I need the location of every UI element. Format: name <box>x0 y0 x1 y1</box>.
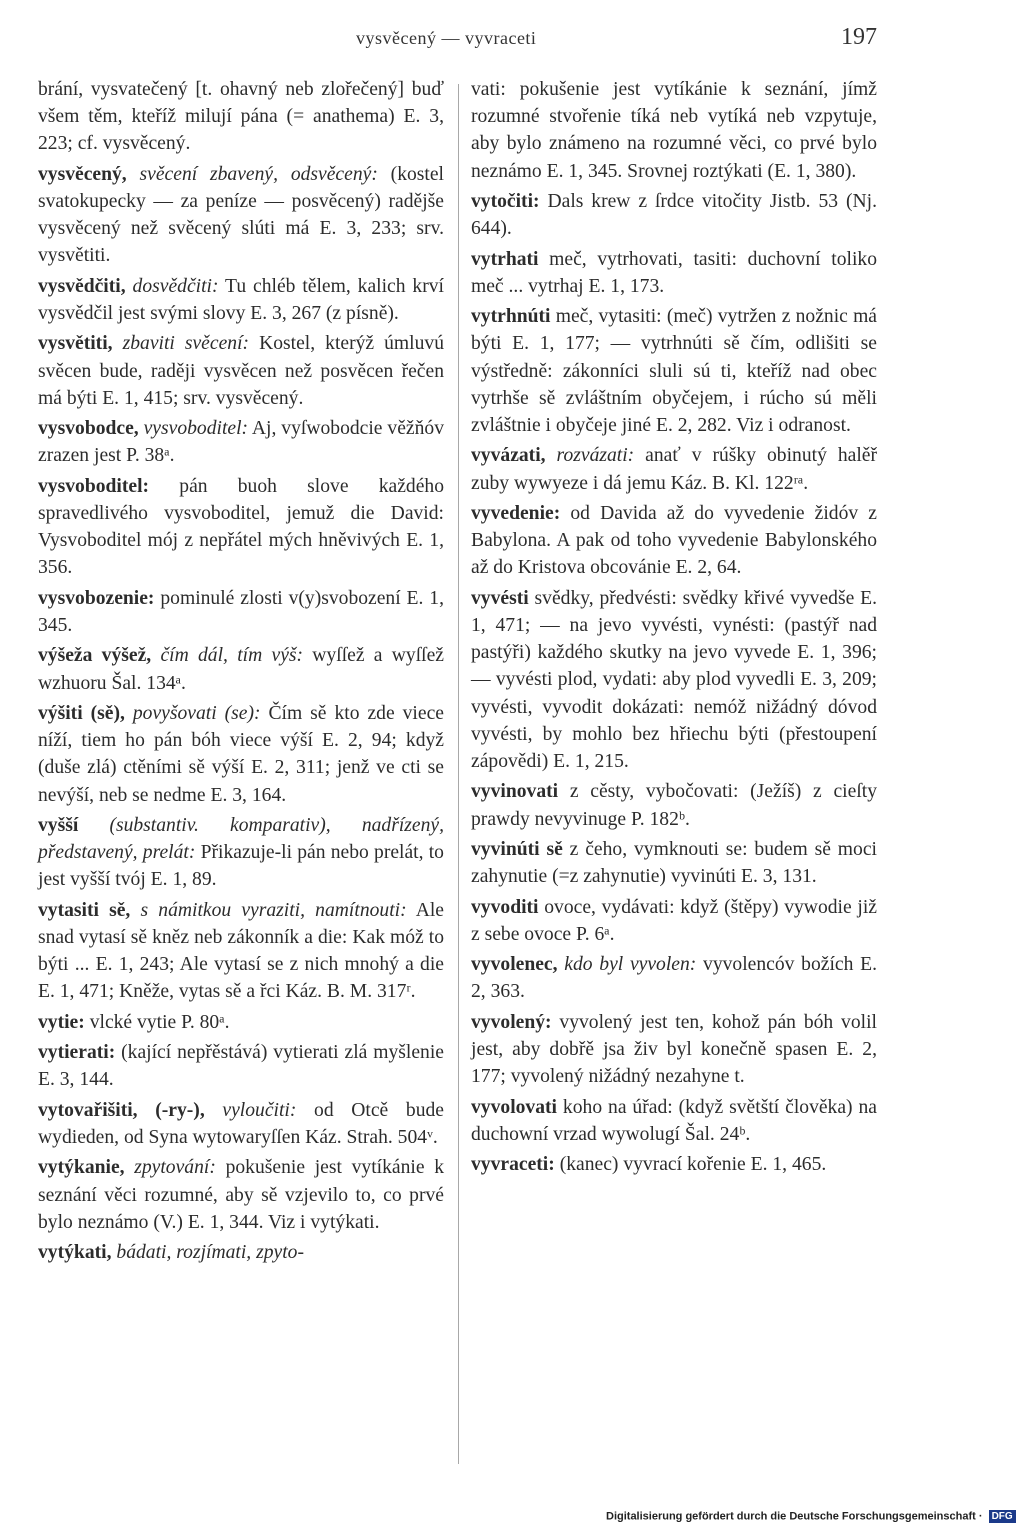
entry-headword: výšeža výšež, <box>38 645 152 667</box>
dictionary-entry <box>471 188 877 242</box>
entry-headword: vytrhnúti <box>471 306 551 328</box>
entry-text: (kostel svatokupecky — za peníze — posvěcený) radějše vysvěcený než svěcený slúti má E. 3, 233; srv. vysvětiti. <box>38 163 445 267</box>
footer-credit-text: Digitalisierung gefördert durch die Deutsche Forschungsgemeinschaft · <box>606 1510 983 1523</box>
dictionary-entry <box>38 76 444 158</box>
entry-headword: vyvésti <box>471 587 529 609</box>
entry-text: pominulé zlosti v(y)svobození E. 1, 345. <box>38 587 444 636</box>
entry-definition: zpytování: <box>134 1157 216 1179</box>
dictionary-entry <box>471 778 877 832</box>
entry-headword: vytierati: <box>38 1042 116 1064</box>
entry-headword: vysvobozenie: <box>38 587 155 609</box>
entry-definition: zbaviti svěcení: <box>122 333 250 355</box>
entry-text: Ale snad vytasí sě kněz neb zákonník a die: Kak móž to býti ... E. 1, 243; Ale vytasí se z nich mnohý a die E. 1, 471; Kněže, vytas sě a řci Káz. B. M. 317ʳ. <box>38 899 444 1003</box>
entry-text: svědky, předvésti: svědky křivé vyvedše E. 1, 471; — na jevo vyvésti, vynésti: (pastýř nad pastýři) každého skutky na jevo vyvede E. 1, 396; — vyvésti plod, vydati: aby plod vyvedli E. 3, 209; vyvésti, vyvodit dokázati: nemóž nižádný dóvod vyvésti, by mohlo bez hřiechu býti (přestoupení zápovědi) E. 1, 215. <box>471 587 877 772</box>
entry-text: anať v rúšky obinutý halěř zuby wywyeze i dá jemu Káz. B. Kl. 122ʳᵃ. <box>471 445 877 494</box>
entry-definition: svěcení zbavený, odsvěcený: <box>139 163 378 185</box>
entry-text: (kající nepřěstává) vytierati zlá myšlenie E. 3, 144. <box>38 1042 444 1091</box>
entry-text: z čeho, vymknouti se: budem sě moci zahynutie (=z zahynutie) vyvinúti E. 3, 131. <box>471 838 877 888</box>
dictionary-entry <box>38 897 444 1006</box>
dictionary-entry <box>471 1151 877 1178</box>
entry-headword: vytasiti sě, <box>38 899 131 921</box>
dictionary-entry <box>471 1094 877 1148</box>
entry-headword: vytie: <box>38 1011 85 1033</box>
entry-text: Aj, vyſwobodcie věžňóv zrazen jest P. 38ᵃ. <box>38 418 444 467</box>
entry-text: pán buoh slove každého spravedlivého vysvoboditel, jemuž die David: Vysvoboditel mój z nepřátel mých hněvivých E. 1, 356. <box>38 475 445 579</box>
entry-definition: povyšovati (se): <box>132 702 261 724</box>
dictionary-entry <box>471 246 877 300</box>
entry-headword: vyvolený: <box>471 1011 552 1033</box>
entry-headword: vyvázati, <box>471 445 546 467</box>
footer-credit <box>606 1510 1016 1526</box>
dictionary-entry <box>38 330 444 412</box>
dictionary-entry <box>38 161 444 270</box>
entry-text: od Davida až do vyvedenie židóv z Babylona. A pak od toho vyvedenie Babylonského až do Kristova obcovánie E. 2, 64. <box>471 502 877 579</box>
dictionary-entry <box>38 1097 444 1151</box>
entry-definition: bádati, rozjímati, zpyto- <box>116 1242 304 1264</box>
entry-definition: vyloučiti: <box>222 1099 297 1121</box>
entry-continuation: brání, vysvatečený [t. ohavný neb zlořečený] buď všem těm, kteříž milují pána (= anathema) E. 3, 223; cf. vysvěcený. <box>38 79 444 155</box>
dictionary-entry <box>38 1039 444 1093</box>
left-column <box>38 76 444 1270</box>
dictionary-entry <box>38 273 444 327</box>
entry-text: koho na úřad: (když světští člověka) na duchowní vrzad wywolugí Šal. 24ᵇ. <box>471 1096 877 1145</box>
entry-headword: vyvinúti sě <box>471 838 563 860</box>
entry-headword: vyvoditi <box>471 896 539 918</box>
page-number: 197 <box>841 24 877 50</box>
entry-text: ovoce, vydávati: když (štěpy) vywodie již z sebe ovoce P. 6ᵃ. <box>471 896 877 945</box>
entry-headword: vyvolenec, <box>471 954 558 976</box>
entry-headword: vytrhati <box>471 248 539 270</box>
entry-headword: vysvoboditel: <box>38 475 150 497</box>
dfg-logo-icon: DFG <box>989 1510 1016 1523</box>
entry-headword: vyvolovati <box>471 1096 557 1118</box>
page-header <box>0 24 1000 54</box>
entry-headword: vytýkati, <box>38 1242 112 1264</box>
entry-headword: vysvědčiti, <box>38 275 126 297</box>
entry-headword: vyvraceti: <box>471 1154 555 1176</box>
dictionary-entry <box>471 303 877 439</box>
entry-text: Kostel, kterýž úmluvú svěcen bude, raději vysvěcen než posvěcen řečen má býti E. 1, 415; srv. vysvěcený. <box>38 333 444 409</box>
entry-headword: vyšší <box>38 814 79 836</box>
dictionary-entry <box>471 76 877 185</box>
dictionary-entry <box>471 442 877 496</box>
entry-text: z cěsty, vybočovati: (Ježíš) z cieſty prawdy nevyvinuge P. 182ᵇ. <box>471 781 877 830</box>
entry-text: vyvolený jest ten, kohož pán bóh volil jest, aby dobřě jsa živ byl konečně spasen E. 2, 177; vyvolený nižádný nezahyne t. <box>471 1011 877 1088</box>
entry-definition: vysvoboditel: <box>143 418 249 440</box>
entry-headword: vyvinovati <box>471 781 559 803</box>
dictionary-entry <box>38 1009 444 1036</box>
dictionary-entry <box>471 500 877 582</box>
entry-text: Přikazuje-li pán nebo prelát, to jest vyšší tvój E. 1, 89. <box>38 842 444 891</box>
entry-text: meč, vytasiti: (meč) vytržen z nožnic má býti E. 1, 177; — vytrhnúti sě čím, odlišiti se výstředně: zákonníci sluli sú ti, kteříž nad obec vytrhše sě zvláštním obyčejem, i rúcho sú měli zvláštnie i obyčeje jiné E. 2, 282. Viz i odranost. <box>471 306 878 436</box>
entry-text: vlcké vytie P. 80ᵃ. <box>89 1011 230 1033</box>
dictionary-entry <box>38 1239 444 1266</box>
entry-headword: vyvedenie: <box>471 502 561 524</box>
entry-text: (kanec) vyvrací kořenie E. 1, 465. <box>559 1154 827 1176</box>
entry-definition: čím dál, tím výš: <box>160 645 304 667</box>
entry-text: vyvolencóv božích E. 2, 363. <box>471 954 877 1003</box>
column-divider <box>458 84 459 1464</box>
dictionary-entry <box>471 836 877 890</box>
entry-continuation: vati: pokušenie jest vytíkánie k seznání, jímž rozumné stvořenie tíká neb vytíká neb vzpytuje, aby bylo známeno na rozumné věci, co prvé bylo neznámo E. 1, 345. Srovnej roztýkati (E. 1, 380). <box>471 79 877 182</box>
dictionary-entry <box>471 585 877 775</box>
entry-definition: (substantiv. komparativ), nadřízený, představený, prelát: <box>38 814 444 864</box>
entry-headword: vysvobodce, <box>38 418 139 440</box>
entry-text: od Otcě bude wydieden, od Syna wytowaryſſen Káz. Strah. 504ᵛ. <box>38 1099 444 1148</box>
dictionary-entry <box>38 642 444 696</box>
entry-headword: vysvěcený, <box>38 163 127 185</box>
dictionary-entry <box>38 700 444 809</box>
entry-text: wyſſež a wyſſež wzhuoru Šal. 134ᵃ. <box>38 645 444 694</box>
entry-headword: výšiti (sě), <box>38 702 125 724</box>
entry-text: Dals krew z ſrdce vitočity Jistb. 53 (Nj. 644). <box>471 191 877 240</box>
entry-headword: vysvětiti, <box>38 333 113 355</box>
entry-text: Tu chléb tělem, kalich krví vysvědčil jest svými slovy E. 3, 267 (z písně). <box>38 275 444 324</box>
dictionary-entry <box>471 894 877 948</box>
right-column <box>471 76 877 1182</box>
entry-headword: vytočiti: <box>471 191 540 212</box>
dictionary-entry <box>38 585 444 639</box>
dictionary-entry <box>471 951 877 1005</box>
dictionary-entry <box>471 1009 877 1091</box>
entry-definition: kdo byl vyvolen: <box>564 954 697 976</box>
entry-headword: vytýkanie, <box>38 1157 125 1179</box>
entry-definition: s námitkou vyraziti, namítnouti: <box>140 899 407 921</box>
entry-headword: vytovařišiti, (-ry-), <box>38 1099 205 1121</box>
dictionary-entry <box>38 1154 444 1236</box>
running-head: vysvěcený — vyvraceti <box>356 28 537 48</box>
entry-definition: rozvázati: <box>556 445 635 467</box>
entry-text: meč, vytrhovati, tasiti: duchovní toliko meč ... vytrhaj E. 1, 173. <box>471 248 877 297</box>
entry-text: pokušenie jest vytíkánie k seznání věci rozumné, aby sě vzjevilo to, co prvé bylo neznámo (V.) E. 1, 344. Viz i vytýkati. <box>38 1157 444 1233</box>
dictionary-entry <box>38 415 444 469</box>
dictionary-entry <box>38 473 444 582</box>
entry-text: Čím sě kto zde viece níží, tiem ho pán bóh viece výší E. 2, 94; když (duše zlá) ctěními sě výší E. 2, 311; jenž ve cti se nevýší, neb se nedme E. 3, 164. <box>38 702 444 806</box>
entry-definition: dosvědčiti: <box>132 275 219 297</box>
dictionary-entry <box>38 812 444 894</box>
